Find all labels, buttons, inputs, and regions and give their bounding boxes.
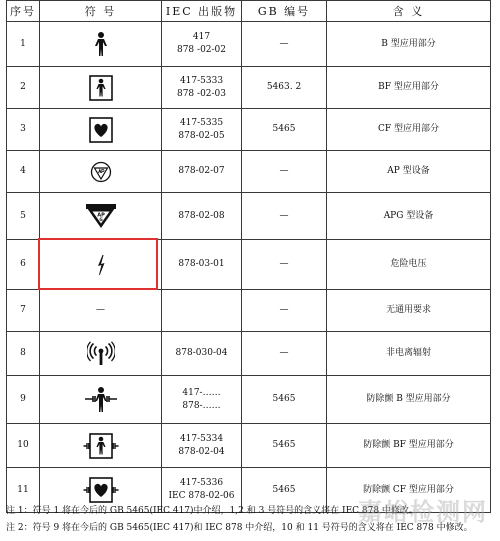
symbol-cell [40,332,162,376]
note-2: 注 2：符号 9 将在今后的 GB 5465(IEC 417)和 IEC 878 中介绍，10 和 11 号符号的含义将在 IEC 878 中修改。 [6,523,473,533]
iec-cell [162,290,242,332]
meaning-cell: 防除颤 B 型应用部分 [327,376,491,424]
row-no: 4 [7,151,40,193]
non-ionizing-radiation-icon [87,341,115,367]
table-row [7,67,491,109]
iec-cell: 878-03-01 [162,240,242,290]
meaning-cell: CF 型应用部分 [327,109,491,151]
iec-cell: 878-02-08 [162,193,242,240]
row-no: 3 [7,109,40,151]
apg-triangle-icon [85,203,117,229]
header-iec: IEC 出版物 [162,1,242,22]
defibrillation-proof-bf-icon [83,433,119,459]
heart-in-square-icon [89,117,113,143]
meaning-cell: B 型应用部分 [327,22,491,67]
gb-cell: — [242,193,327,240]
meaning-cell: BF 型应用部分 [327,67,491,109]
gb-cell: — [242,151,327,193]
table-row [7,290,491,332]
highlight-box [38,238,158,290]
svg-text:G: G [98,217,103,222]
gb-cell: 5465 [242,109,327,151]
person-icon [91,31,111,57]
row-no: 9 [7,376,40,424]
gb-cell: 5463. 2 [242,67,327,109]
gb-cell: 5465 [242,376,327,424]
page [6,0,490,541]
gb-cell: — [242,290,327,332]
svg-text:AP: AP [96,212,105,219]
table-row [7,332,491,376]
symbol-cell [40,67,162,109]
symbol-cell [40,424,162,468]
gb-cell: — [242,240,327,290]
table-row [7,22,491,67]
table-row [7,193,491,240]
gb-cell: — [242,332,327,376]
table-header-row [7,1,491,22]
row-no: 2 [7,67,40,109]
gb-cell: 5465 [242,468,327,513]
watermark: 嘉峪检测网 [358,498,488,526]
table-row [7,376,491,424]
header-meaning: 含 义 [327,1,491,22]
iec-cell: 417-5336 IEC 878-02-06 [162,468,242,513]
row-no: 11 [7,468,40,513]
header-symbol: 符 号 [40,1,162,22]
iec-cell: 417-5335 878-02-05 [162,109,242,151]
meaning-cell: 危险电压 [327,240,491,290]
meaning-cell: 防除颤 BF 型应用部分 [327,424,491,468]
row-no: 10 [7,424,40,468]
iec-cell: 878-030-04 [162,332,242,376]
row-no: 7 [7,290,40,332]
table-row [7,151,491,193]
meaning-cell: 非电离辐射 [327,332,491,376]
meaning-cell: 无通用要求 [327,290,491,332]
header-gb: GB 编号 [242,1,327,22]
table-row [7,109,491,151]
gb-cell: 5465 [242,424,327,468]
meaning-cell: APG 型设备 [327,193,491,240]
symbol-cell [40,151,162,193]
defibrillation-proof-person-icon [84,386,118,414]
table-row [7,424,491,468]
symbol-cell [40,290,162,332]
iec-cell: 417-5333 878 -02-03 [162,67,242,109]
dash-icon: — [96,305,105,315]
row-no: 6 [7,240,40,290]
symbol-cell [40,22,162,67]
defibrillation-proof-cf-icon [83,477,119,503]
meaning-cell: AP 型设备 [327,151,491,193]
row-no: 8 [7,332,40,376]
row-no: 1 [7,22,40,67]
iec-cell: 417-5334 878-02-04 [162,424,242,468]
header-no: 序号 [7,1,40,22]
symbol-cell [40,109,162,151]
gb-cell: — [242,22,327,67]
iec-cell: 878-02-07 [162,151,242,193]
person-in-square-icon [89,75,113,101]
symbol-cell [40,376,162,424]
iec-cell: 417 878 -02-02 [162,22,242,67]
symbol-cell [40,193,162,240]
iec-cell: 417-…… 878-…… [162,376,242,424]
row-no: 5 [7,193,40,240]
meaning-cell: 防除颤 CF 型应用部分 [327,468,491,513]
note-1: 注 1：符号 1 将在今后的 GB 5465(IEC 417)中介绍，1,2 和 3 号符号的含义将在 IEC 878 中修改。 [6,506,418,516]
ap-circle-icon [90,161,112,183]
